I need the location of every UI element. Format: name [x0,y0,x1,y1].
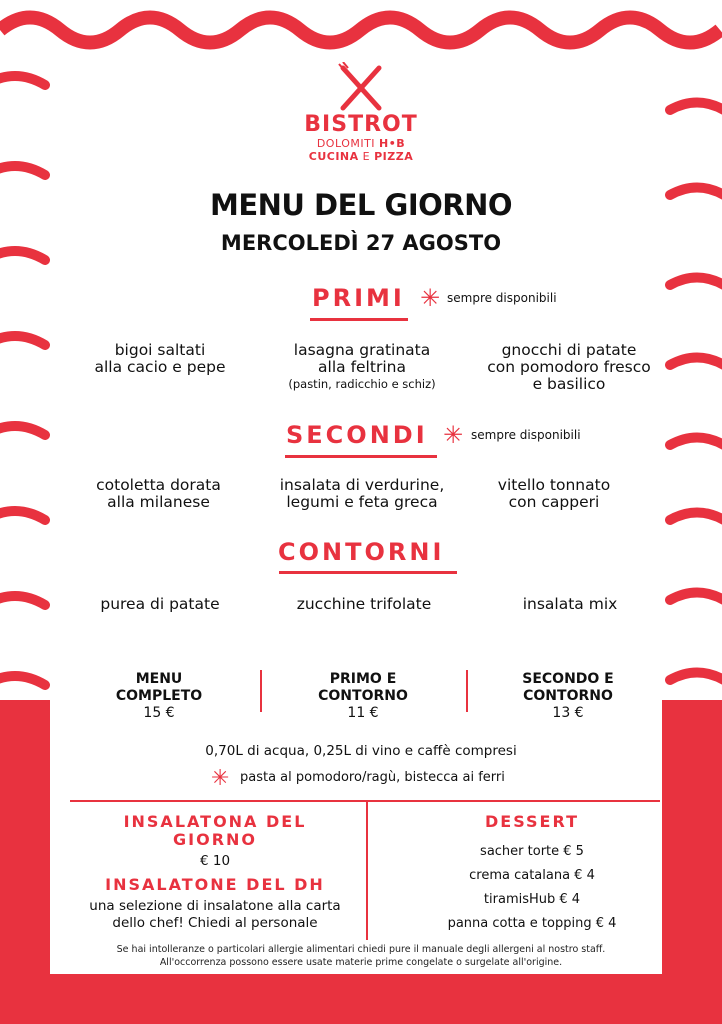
secondi-dish-1: cotoletta dorata alla milanese [96,476,221,511]
primi-underline [310,318,408,321]
included-drinks: 0,70L di acqua, 0,25L di vino e caffè compresi [205,743,517,759]
asterisk-icon: ✳ [211,766,230,791]
contorni-dish-1: purea di patate [100,595,220,613]
price-menu-completo: MENU COMPLETO 15 € [115,671,203,721]
price-secondo-contorno: SECONDO E CONTORNO 13 € [522,671,614,721]
primi-dish-3: gnocchi di patate con pomodoro fresco e basilico [487,341,651,393]
insalatone-dh-title: INSALATONE DEL DH [105,875,325,894]
contorni-dish-2: zucchine trifolate [296,595,432,613]
left-wave-border [0,0,50,700]
asterisk-icon: ✳ [420,284,441,312]
secondi-note: sempre disponibili [471,428,581,442]
dessert-title: DESSERT [485,812,579,831]
dessert-item: panna cotta e topping € 4 [447,916,617,931]
dessert-item: crema catalana € 4 [469,868,595,883]
menu-title: MENU DEL GIORNO [209,188,513,222]
always-available-dishes: pasta al pomodoro/ragù, bistecca ai ferri [240,770,505,785]
top-wave-border [0,0,722,70]
brand-subtitle: DOLOMITI H•B [316,137,406,150]
secondi-dish-2: insalata di verdurine, legumi e feta greca [279,476,445,511]
bistrot-logo [280,62,442,182]
dessert-item: tiramisHub € 4 [483,892,581,907]
fork-knife-cross-icon [335,62,387,112]
right-wave-border [662,0,722,700]
price-divider [466,670,468,712]
section-title-primi: PRIMI [312,284,405,312]
insalatona-title: INSALATONA DEL [123,812,307,831]
insalatona-price: € 10 [199,853,231,869]
section-title-secondi: SECONDI [286,421,428,449]
menu-date: MERCOLEDÌ 27 AGOSTO [220,231,502,255]
asterisk-icon: ✳ [443,421,464,449]
secondi-dish-3: vitello tonnato con capperi [497,476,611,511]
allergen-footer: Se hai intolleranze o particolari allergie alimentari chiedi pure il manuale degli allergeni al nostro staff. All'occorrenza possono essere usate materie prime congelate o surgelate all'origine. [116,944,606,968]
price-primo-contorno: PRIMO E CONTORNO 11 € [318,671,408,721]
dessert-box [400,813,664,932]
contorni-dish-3: insalata mix [522,595,618,613]
primi-dish-2: lasagna gratinata alla feltrina (pastin, radicchio e schiz) [288,341,436,391]
brand-name: BISTROT [304,112,418,137]
dessert-item: sacher torte € 5 [480,844,584,859]
secondi-underline [285,455,437,458]
insalatona-box: INSALATONA DEL GIORNO € 10 INSALATONE DEL DH una selezione di insalatone alla carta dello chef! Chiedi al personale [72,813,358,932]
brand-tagline: CUCINA E PIZZA [308,150,414,163]
column-divider [366,800,368,940]
price-divider [260,670,262,712]
primi-dish-1: bigoi saltati alla cacio e pepe [94,341,226,376]
section-title-contorni: CONTORNI [278,538,445,566]
primi-note: sempre disponibili [447,291,557,305]
bottom-divider [70,800,660,802]
contorni-underline [279,571,457,574]
